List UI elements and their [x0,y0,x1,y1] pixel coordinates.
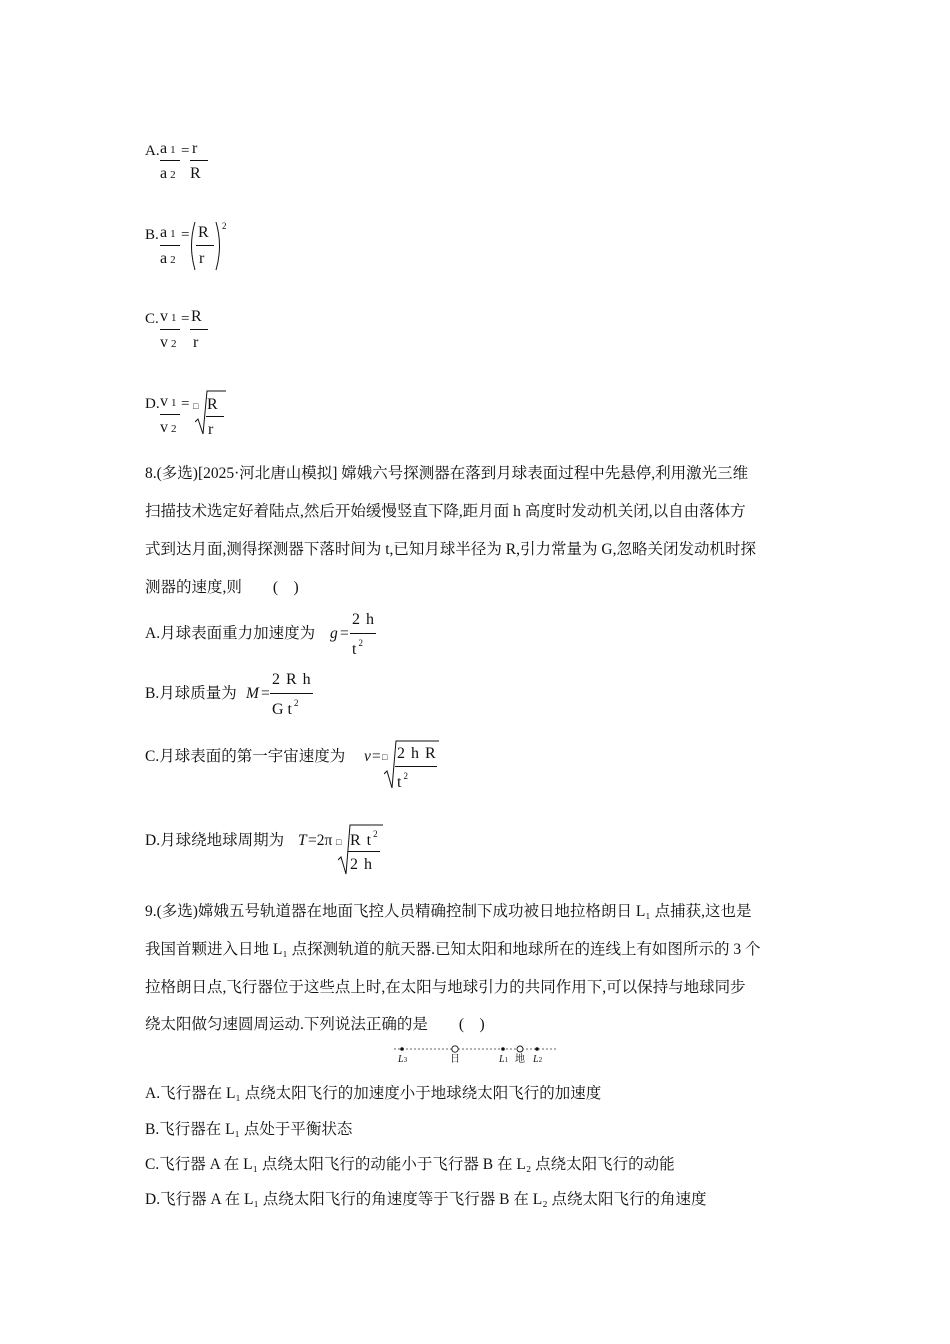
l2-label: L2 [533,1054,543,1065]
exponent: 2 [222,221,227,231]
numerator: 2 R h [272,671,312,688]
fraction-bar [190,160,208,161]
numerator: v 1 [160,308,177,325]
option-text: C.月球表面的第一宇宙速度为 [145,748,346,765]
option-text: B.月球质量为 [145,685,237,702]
fraction-bar [160,245,180,246]
denominator: a 2 [160,250,176,267]
equals-sign: = [340,625,349,642]
variable: v [364,748,371,765]
placeholder-box: □ [336,837,342,847]
fraction-bar [160,414,180,415]
fraction-bar [206,416,224,417]
equals-sign: = [181,396,190,412]
numerator: 2 h [352,611,375,628]
equals-sign: = [372,748,381,765]
lagrange-points-diagram [392,1042,562,1068]
option-label: D. [145,396,160,412]
q9-option-a[interactable]: A.飞行器在 L₁ 点绕太阳飞行的加速度小于地球绕太阳飞行的加速度 [145,1085,602,1102]
question-text-line: 我国首颗进入日地 L₁ 点探测轨道的航天器.已知太阳和地球所在的连线上有如图所示的 3 个 [145,941,761,958]
l3-label: L3 [398,1054,408,1065]
numerator: R [191,308,202,325]
equals-two-pi: =2π [308,832,333,849]
fraction-bar [190,329,208,330]
denominator: r [208,421,214,438]
numerator: a 1 [160,140,176,157]
denominator: R [190,165,201,182]
q9-option-d[interactable]: D.飞行器 A 在 L₁ 点绕太阳飞行的角速度等于飞行器 B 在 L₂ 点绕太阳飞行的角速度 [145,1191,707,1208]
question-text-line: 扫描技术选定好着陆点,然后开始缓慢竖直下降,距月面 h 高度时发动机关闭,以自由落体方 [145,503,746,520]
equals-sign: = [181,227,190,243]
fraction-bar [395,766,437,767]
option-label: C. [145,311,159,327]
sun-label: 日 [450,1054,460,1065]
variable: g [330,625,338,642]
fraction-bar [348,851,380,852]
equals-sign: = [181,311,190,327]
question-text-line: 8.(多选)[2025·河北唐山模拟] 嫦娥六号探测器在落到月球表面过程中先悬停,利用激光三维 [145,465,749,482]
denominator: v 2 [160,334,177,351]
l1-label: L1 [499,1054,509,1065]
placeholder-box: □ [193,401,199,411]
question-text-line: 拉格朗日点,飞行器位于这些点上时,在太阳与地球引力的共同作用下,可以保持与地球同步 [145,979,746,996]
question-text-line: 式到达月面,测得探测器下落时间为 t,已知月球半径为 R,引力常量为 G,忽略关闭发动机时探 [145,541,756,558]
denominator: r [199,250,205,267]
question-text-line: 测器的速度,则 ( ) [145,579,299,596]
fraction-bar [350,633,376,634]
option-text: A.月球表面重力加速度为 [145,625,316,642]
numerator: R [198,224,209,241]
denominator: a 2 [160,165,176,182]
earth-label: 地 [515,1054,525,1065]
denominator: G t $^2$ [272,698,299,718]
q9-option-c[interactable]: C.飞行器 A 在 L₁ 点绕太阳飞行的动能小于飞行器 B 在 L₂ 点绕太阳飞行的动能 [145,1156,675,1173]
variable: M [246,685,259,702]
denominator: t $^2$ [352,638,363,658]
option-label: A. [145,143,160,159]
denominator: 2 h [350,856,373,873]
numerator: R $t^2$ [350,829,378,849]
question-text-line: 绕太阳做匀速圆周运动.下列说法正确的是 ( ) [145,1016,485,1033]
q9-option-b[interactable]: B.飞行器在 L₁ 点处于平衡状态 [145,1121,353,1138]
numerator: r [192,140,198,157]
placeholder-box: □ [382,752,388,762]
numerator: 2 h R [397,745,437,762]
numerator: a 1 [160,224,176,241]
fraction-bar [196,245,214,246]
numerator: R [207,396,218,413]
option-text: D.月球绕地球周期为 [145,832,285,849]
denominator: r [193,334,199,351]
equals-sign: = [261,685,270,702]
fraction-bar [160,160,180,161]
option-label: B. [145,227,159,243]
denominator: t $^2$ [397,771,408,791]
fraction-bar [270,693,313,694]
fraction-bar [160,329,180,330]
denominator: v 2 [160,419,177,436]
numerator: v 1 [160,393,177,410]
question-text-line: 9.(多选)嫦娥五号轨道器在地面飞控人员精确控制下成功被日地拉格朗日 L₁ 点捕获,这也是 [145,903,752,920]
equals-sign: = [181,143,190,159]
variable: T [298,832,307,849]
